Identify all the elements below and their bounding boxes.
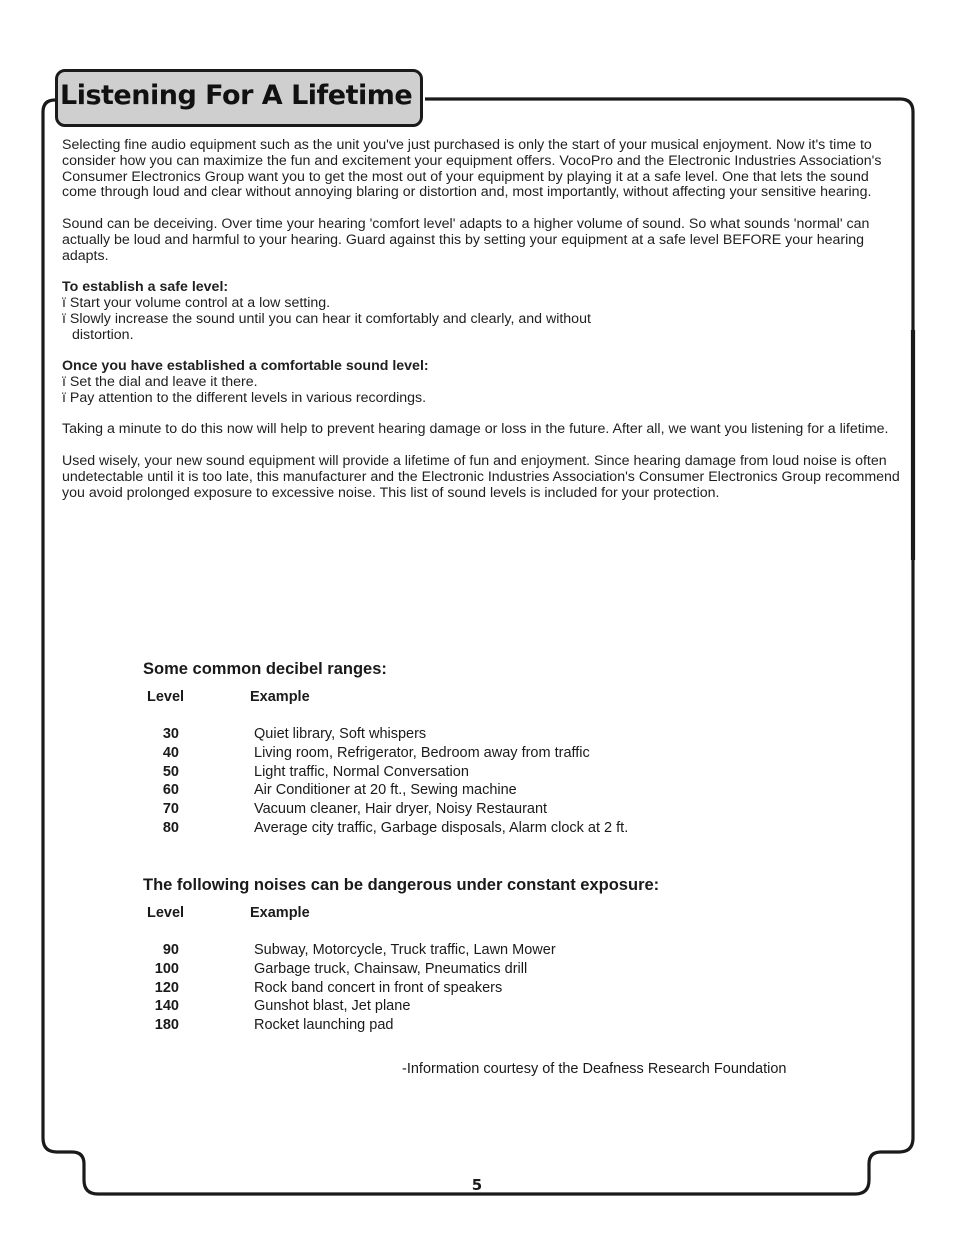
safe-level-heading: To establish a safe level: bbox=[62, 279, 229, 296]
comfort-level-block bbox=[62, 359, 907, 406]
table-row bbox=[143, 997, 659, 1016]
dangerous-noise-rows bbox=[143, 941, 659, 1035]
page-title: Listening For A Lifetime bbox=[60, 80, 413, 111]
dangerous-noise-table bbox=[143, 904, 659, 1035]
example-value: Rocket launching pad bbox=[254, 1017, 394, 1034]
level-column-header: Level bbox=[147, 905, 185, 921]
level-value: 90 bbox=[162, 942, 179, 958]
level-value: 30 bbox=[162, 726, 179, 742]
table-header bbox=[143, 904, 659, 923]
table-row bbox=[143, 725, 628, 744]
example-column-header: Example bbox=[250, 905, 310, 921]
common-decibel-section bbox=[143, 660, 628, 838]
intro-paragraph-1: Selecting fine audio equipment such as the unit you've just purchased is only the start of your musical enjoyment. Now it's time to consider how you can maximize the fun and excitement your equipment offers. VocoPro and the Electronic Industries Association's Consumer Electronics Group want you to get the most out of your equipment by playing it at a safe level. One that lets the sound come through loud and clear without annoying blaring or distortion and, most importantly, without affecting your sensitive hearing. bbox=[62, 137, 882, 201]
level-value: 140 bbox=[154, 998, 179, 1015]
table-row bbox=[143, 979, 659, 998]
table-row bbox=[143, 800, 628, 819]
table-row bbox=[143, 1016, 659, 1035]
table-row bbox=[143, 781, 628, 800]
comfort-level-item: ï Set the dial and leave it there. bbox=[62, 373, 258, 390]
table-row bbox=[143, 960, 659, 979]
example-value: Garbage truck, Chainsaw, Pneumatics drill bbox=[254, 960, 528, 977]
safe-level-item: ï Slowly increase the sound until you can hear it comfortably and clearly, and without bbox=[62, 310, 591, 327]
intro-paragraph-4: Used wisely, your new sound equipment will provide a lifetime of fun and enjoyment. Since hearing damage from loud noise is often undetectable until it is too late, this manufacturer and the Electronic Industries Association's Consumer Electronics Group recommend you avoid prolonged exposure to excessive noise. This list of sound levels is included for your protection. bbox=[62, 452, 900, 501]
table-row bbox=[143, 941, 659, 960]
source-credit: -Information courtesy of the Deafness Research Foundation bbox=[402, 1061, 787, 1077]
level-value: 40 bbox=[162, 744, 179, 761]
example-value: Living room, Refrigerator, Bedroom away from traffic bbox=[254, 744, 590, 761]
level-column-header: Level bbox=[147, 689, 185, 705]
example-value: Rock band concert in front of speakers bbox=[254, 979, 503, 996]
dangerous-noise-heading: The following noises can be dangerous under constant exposure: bbox=[143, 876, 660, 894]
level-value: 70 bbox=[162, 801, 179, 818]
level-value: 180 bbox=[154, 1017, 179, 1034]
comfort-level-item: ï Pay attention to the different levels in various recordings. bbox=[62, 389, 427, 406]
example-value: Vacuum cleaner, Hair dryer, Noisy Restaurant bbox=[254, 801, 548, 818]
safe-level-item-continued: distortion. bbox=[72, 326, 134, 343]
level-value: 50 bbox=[162, 763, 179, 780]
table-row bbox=[143, 744, 628, 763]
dangerous-noise-section bbox=[143, 876, 659, 1035]
example-column-header: Example bbox=[250, 689, 310, 705]
level-value: 120 bbox=[154, 979, 179, 996]
table-header bbox=[143, 688, 628, 707]
level-value: 80 bbox=[162, 819, 179, 836]
table-row bbox=[143, 819, 628, 838]
example-value: Light traffic, Normal Conversation bbox=[254, 763, 469, 780]
safe-level-block bbox=[62, 280, 907, 343]
intro-paragraph-3: Taking a minute to do this now will help to prevent hearing damage or loss in the future. After all, we want you listening for a lifetime. bbox=[62, 421, 889, 438]
intro-paragraph-2: Sound can be deceiving. Over time your hearing 'comfort level' adapts to a higher volume of sound. So what sounds 'normal' can actually be loud and harmful to your hearing. Guard against this by setting your equipment at a safe level BEFORE your hearing adapts. bbox=[62, 215, 870, 264]
intro-text bbox=[62, 138, 907, 517]
example-value: Average city traffic, Garbage disposals, Alarm clock at 2 ft. bbox=[254, 819, 629, 836]
table-row bbox=[143, 763, 628, 782]
page-number: 5 bbox=[471, 1176, 483, 1194]
common-decibel-rows bbox=[143, 725, 628, 838]
example-value: Air Conditioner at 20 ft., Sewing machine bbox=[254, 782, 517, 799]
level-value: 60 bbox=[162, 782, 179, 799]
example-value: Gunshot blast, Jet plane bbox=[254, 998, 411, 1015]
safe-level-item: ï Start your volume control at a low setting. bbox=[62, 294, 331, 311]
level-value: 100 bbox=[154, 960, 179, 977]
common-decibel-table bbox=[143, 688, 628, 838]
example-value: Quiet library, Soft whispers bbox=[254, 726, 427, 742]
example-value: Subway, Motorcycle, Truck traffic, Lawn Mower bbox=[254, 942, 556, 958]
common-decibel-heading: Some common decibel ranges: bbox=[143, 660, 387, 678]
comfort-level-heading: Once you have established a comfortable sound level: bbox=[62, 358, 429, 375]
